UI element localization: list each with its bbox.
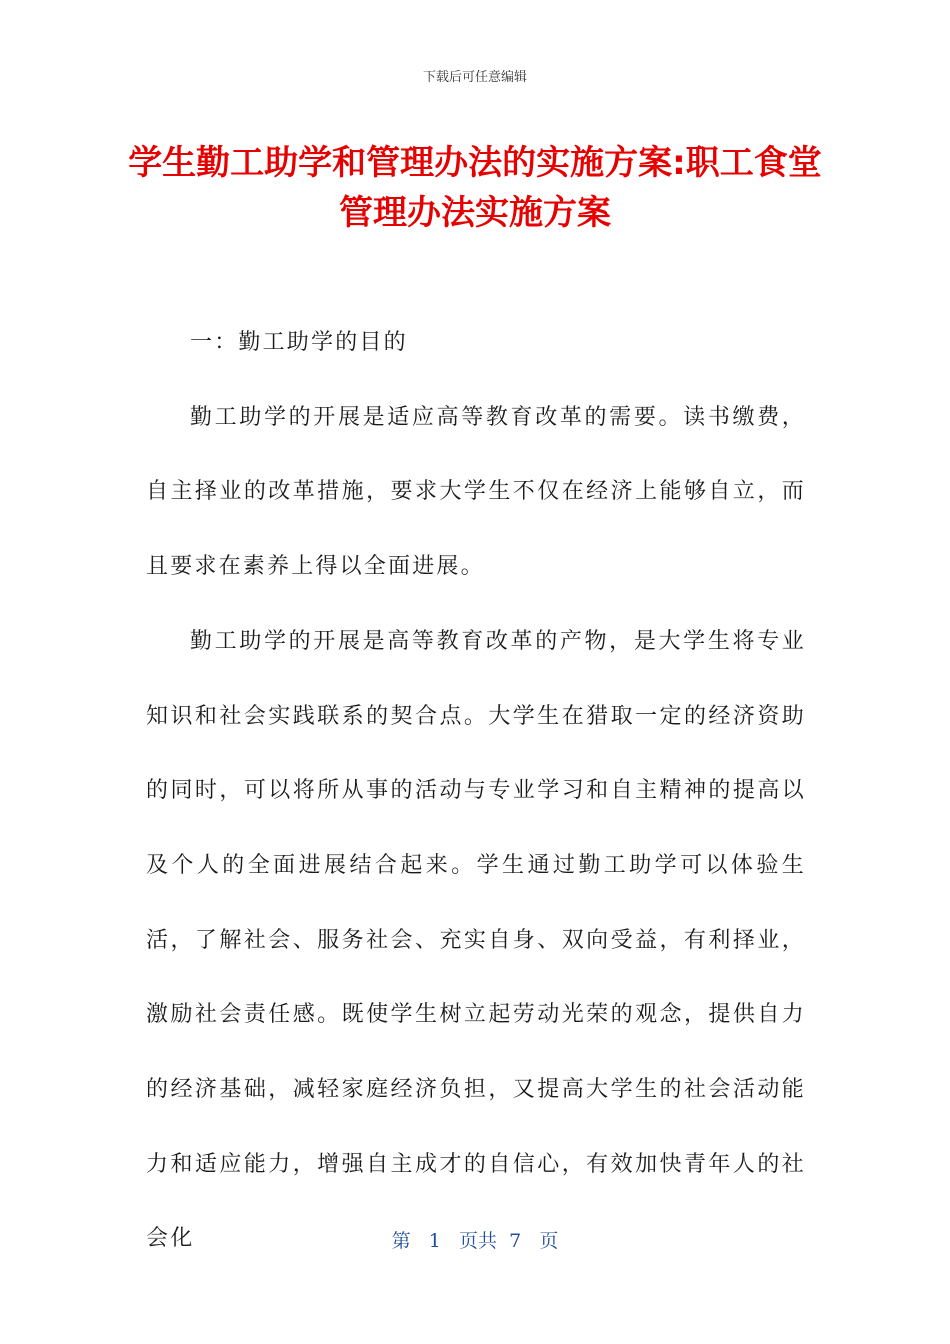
footer-current-page: 1 <box>428 1230 441 1252</box>
footer-total-pages: 7 <box>509 1230 522 1252</box>
footer-suffix: 页 <box>539 1230 559 1252</box>
section-heading: 一：勤工助学的目的 <box>190 330 408 355</box>
header-note: 下载后可任意编辑 <box>422 70 527 85</box>
page-footer <box>0 1226 950 1253</box>
footer-middle: 页共 <box>459 1230 498 1252</box>
document-title: 学生勤工助学和管理办法的实施方案:职工食堂管理办法实施方案 <box>128 143 822 233</box>
body-paragraph: 勤工助学的开展是适应高等教育改革的需要。读书缴费，自主择业的改革措施，要求大学生不仅在经济上能够自立，而且要求在素养上得以全面进展。 <box>146 404 806 580</box>
footer-prefix: 第 <box>391 1230 411 1252</box>
body-paragraph: 勤工助学的开展是高等教育改革的产物，是大学生将专业知识和社会实践联系的契合点。大学生在猎取一定的经济资助的同时，可以将所从事的活动与专业学习和自主精神的提高以及个人的全面进展结合起来。学生通过勤工助学可以体验生活，了解社会、服务社会、充实自身、双向受益，有利择业，激励社会责任感。既使学生树立起劳动光荣的观念，提供自力的经济基础，减轻家庭经济负担，又提高大学生的社会活动能力和适应能力，增强自主成才的自信心，有效加快青年人的社会化 <box>146 628 806 1252</box>
document-body <box>146 306 806 1277</box>
